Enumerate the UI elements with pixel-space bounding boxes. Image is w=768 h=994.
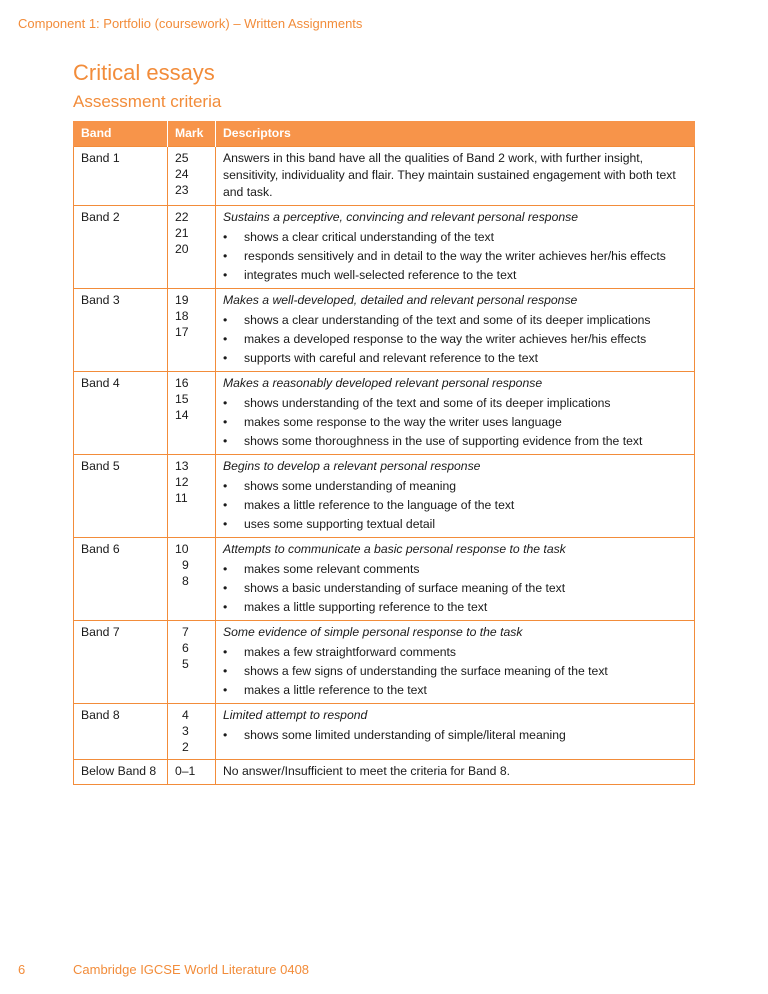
mark-value: 10 xyxy=(175,542,189,556)
descriptor-bullet-item xyxy=(223,248,687,265)
band-cell: Band 1 xyxy=(74,147,168,206)
bullet-icon: • xyxy=(223,434,228,448)
descriptor-bullet-item xyxy=(223,350,687,367)
bullet-text: makes a few straightforward comments xyxy=(244,645,457,659)
bullet-icon: • xyxy=(223,313,228,327)
table-row xyxy=(74,372,695,455)
mark-cell xyxy=(168,704,216,760)
mark-value: 18 xyxy=(175,309,189,323)
bullet-text: shows a basic understanding of surface meaning of the text xyxy=(244,581,566,595)
header-mark: Mark xyxy=(168,121,216,147)
mark-cell xyxy=(168,147,216,206)
table-row xyxy=(74,621,695,704)
mark-value: 7 xyxy=(182,625,189,639)
descriptor-lead: Begins to develop a relevant personal response xyxy=(223,459,481,473)
descriptor-bullet-item xyxy=(223,644,687,661)
descriptor-cell xyxy=(216,147,695,206)
bullet-text: responds sensitively and in detail to the way the writer achieves her/his effects xyxy=(244,249,666,263)
mark-cell xyxy=(168,455,216,538)
mark-cell xyxy=(168,289,216,372)
band-cell: Band 3 xyxy=(74,289,168,372)
footer-title: Cambridge IGCSE World Literature 0408 xyxy=(73,962,310,977)
descriptor-cell xyxy=(216,538,695,621)
mark-value: 21 xyxy=(175,226,189,240)
bullet-text: integrates much well-selected reference to the text xyxy=(244,268,517,282)
descriptor-bullet-item xyxy=(223,478,687,495)
mark-cell xyxy=(168,372,216,455)
bullet-text: shows a clear understanding of the text and some of its deeper implications xyxy=(244,313,651,327)
mark-value: 6 xyxy=(182,641,189,655)
bullet-icon: • xyxy=(223,332,228,346)
mark-value: 4 xyxy=(182,708,189,722)
descriptor-lead: Makes a reasonably developed relevant personal response xyxy=(223,376,543,390)
mark-value: 5 xyxy=(182,657,189,671)
mark-value: 8 xyxy=(182,574,189,588)
descriptor-text: Answers in this band have all the qualities of Band 2 work, with further insight, sensitivity, individuality and flair. They maintain sustained engagement with both text and task. xyxy=(223,151,676,199)
descriptor-lead: Attempts to communicate a basic personal response to the task xyxy=(223,542,566,556)
bullet-icon: • xyxy=(223,728,228,742)
bullet-icon: • xyxy=(223,268,228,282)
descriptor-bullets xyxy=(223,478,687,533)
mark-value: 25 xyxy=(175,151,189,165)
descriptor-bullet-item xyxy=(223,727,687,744)
descriptor-bullets xyxy=(223,229,687,284)
descriptor-bullets xyxy=(223,395,687,450)
table-row xyxy=(74,147,695,206)
descriptor-bullet-item xyxy=(223,663,687,680)
mark-value: 2 xyxy=(182,740,189,754)
bullet-icon: • xyxy=(223,683,228,697)
mark-value: 23 xyxy=(175,183,189,197)
bullet-text: shows some understanding of meaning xyxy=(244,479,457,493)
bullet-text: supports with careful and relevant reference to the text xyxy=(244,351,539,365)
descriptor-bullet-item xyxy=(223,312,687,329)
bullet-icon: • xyxy=(223,600,228,614)
section-subtitle: Assessment criteria xyxy=(73,92,222,111)
mark-cell xyxy=(168,538,216,621)
bullet-icon: • xyxy=(223,351,228,365)
table-row xyxy=(74,538,695,621)
bullet-icon: • xyxy=(223,498,228,512)
descriptor-cell xyxy=(216,372,695,455)
bullet-text: makes some relevant comments xyxy=(244,562,420,576)
descriptor-bullet-item xyxy=(223,516,687,533)
band-cell: Band 5 xyxy=(74,455,168,538)
bullet-icon: • xyxy=(223,396,228,410)
bullet-text: makes a little reference to the language of the text xyxy=(244,498,515,512)
descriptor-bullet-item xyxy=(223,229,687,246)
header-band: Band xyxy=(74,121,168,147)
bullet-icon: • xyxy=(223,415,228,429)
mark-value: 15 xyxy=(175,392,189,406)
running-head: Component 1: Portfolio (coursework) – Written Assignments xyxy=(18,16,363,31)
assessment-criteria-table xyxy=(73,121,695,785)
descriptor-text: No answer/Insufficient to meet the criteria for Band 8. xyxy=(223,764,511,778)
table-body xyxy=(74,147,695,785)
bullet-icon: • xyxy=(223,230,228,244)
bullet-text: makes a developed response to the way the writer achieves her/his effects xyxy=(244,332,647,346)
descriptor-bullet-item xyxy=(223,682,687,699)
bullet-text: makes some response to the way the writer uses language xyxy=(244,415,562,429)
bullet-icon: • xyxy=(223,517,228,531)
descriptor-lead: Sustains a perceptive, convincing and relevant personal response xyxy=(223,210,579,224)
descriptor-bullet-item xyxy=(223,395,687,412)
bullet-text: makes a little reference to the text xyxy=(244,683,427,697)
band-cell: Band 4 xyxy=(74,372,168,455)
descriptor-cell xyxy=(216,206,695,289)
table-row xyxy=(74,206,695,289)
bullet-icon: • xyxy=(223,249,228,263)
band-cell: Band 7 xyxy=(74,621,168,704)
band-cell: Band 2 xyxy=(74,206,168,289)
descriptor-bullet-item xyxy=(223,599,687,616)
bullet-text: shows a few signs of understanding the surface meaning of the text xyxy=(244,664,608,678)
mark-value: 14 xyxy=(175,408,189,422)
mark-value: 12 xyxy=(175,475,189,489)
mark-value: 13 xyxy=(175,459,189,473)
mark-value: 11 xyxy=(175,491,188,505)
bullet-text: shows some limited understanding of simple/literal meaning xyxy=(244,728,566,742)
descriptor-bullet-item xyxy=(223,267,687,284)
table-row xyxy=(74,455,695,538)
bullet-text: uses some supporting textual detail xyxy=(244,517,436,531)
mark-value: 9 xyxy=(182,558,189,572)
descriptor-bullet-item xyxy=(223,497,687,514)
table-row xyxy=(74,760,695,785)
descriptor-lead: Limited attempt to respond xyxy=(223,708,368,722)
descriptor-cell xyxy=(216,455,695,538)
bullet-text: makes a little supporting reference to the text xyxy=(244,600,488,614)
mark-cell xyxy=(168,760,216,785)
bullet-icon: • xyxy=(223,645,228,659)
descriptor-bullet-item xyxy=(223,414,687,431)
descriptor-cell xyxy=(216,621,695,704)
descriptor-bullet-item xyxy=(223,433,687,450)
mark-value: 0–1 xyxy=(175,764,196,778)
descriptor-cell xyxy=(216,704,695,760)
mark-value: 22 xyxy=(175,210,189,224)
mark-cell xyxy=(168,621,216,704)
bullet-icon: • xyxy=(223,479,228,493)
bullet-text: shows some thoroughness in the use of supporting evidence from the text xyxy=(244,434,643,448)
page-title: Critical essays xyxy=(73,60,215,85)
band-cell: Band 6 xyxy=(74,538,168,621)
descriptor-bullet-item xyxy=(223,580,687,597)
descriptor-lead: Some evidence of simple personal response to the task xyxy=(223,625,523,639)
mark-value: 3 xyxy=(182,724,189,738)
descriptor-bullets xyxy=(223,727,687,744)
mark-cell xyxy=(168,206,216,289)
bullet-text: shows a clear critical understanding of the text xyxy=(244,230,494,244)
bullet-icon: • xyxy=(223,581,228,595)
mark-value: 20 xyxy=(175,242,189,256)
mark-value: 16 xyxy=(175,376,189,390)
descriptor-bullets xyxy=(223,644,687,699)
mark-value: 19 xyxy=(175,293,189,307)
page-number: 6 xyxy=(18,962,26,977)
descriptor-lead: Makes a well-developed, detailed and relevant personal response xyxy=(223,293,578,307)
mark-value: 17 xyxy=(175,325,189,339)
bullet-text: shows understanding of the text and some of its deeper implications xyxy=(244,396,611,410)
band-cell: Band 8 xyxy=(74,704,168,760)
band-cell: Below Band 8 xyxy=(74,760,168,785)
mark-value: 24 xyxy=(175,167,189,181)
descriptor-bullets xyxy=(223,561,687,616)
descriptor-bullet-item xyxy=(223,331,687,348)
bullet-icon: • xyxy=(223,664,228,678)
table-row xyxy=(74,289,695,372)
descriptor-cell xyxy=(216,760,695,785)
table-row xyxy=(74,704,695,760)
header-descriptors: Descriptors xyxy=(216,121,695,147)
bullet-icon: • xyxy=(223,562,228,576)
table-header-row xyxy=(74,121,695,147)
descriptor-bullets xyxy=(223,312,687,367)
descriptor-bullet-item xyxy=(223,561,687,578)
descriptor-cell xyxy=(216,289,695,372)
